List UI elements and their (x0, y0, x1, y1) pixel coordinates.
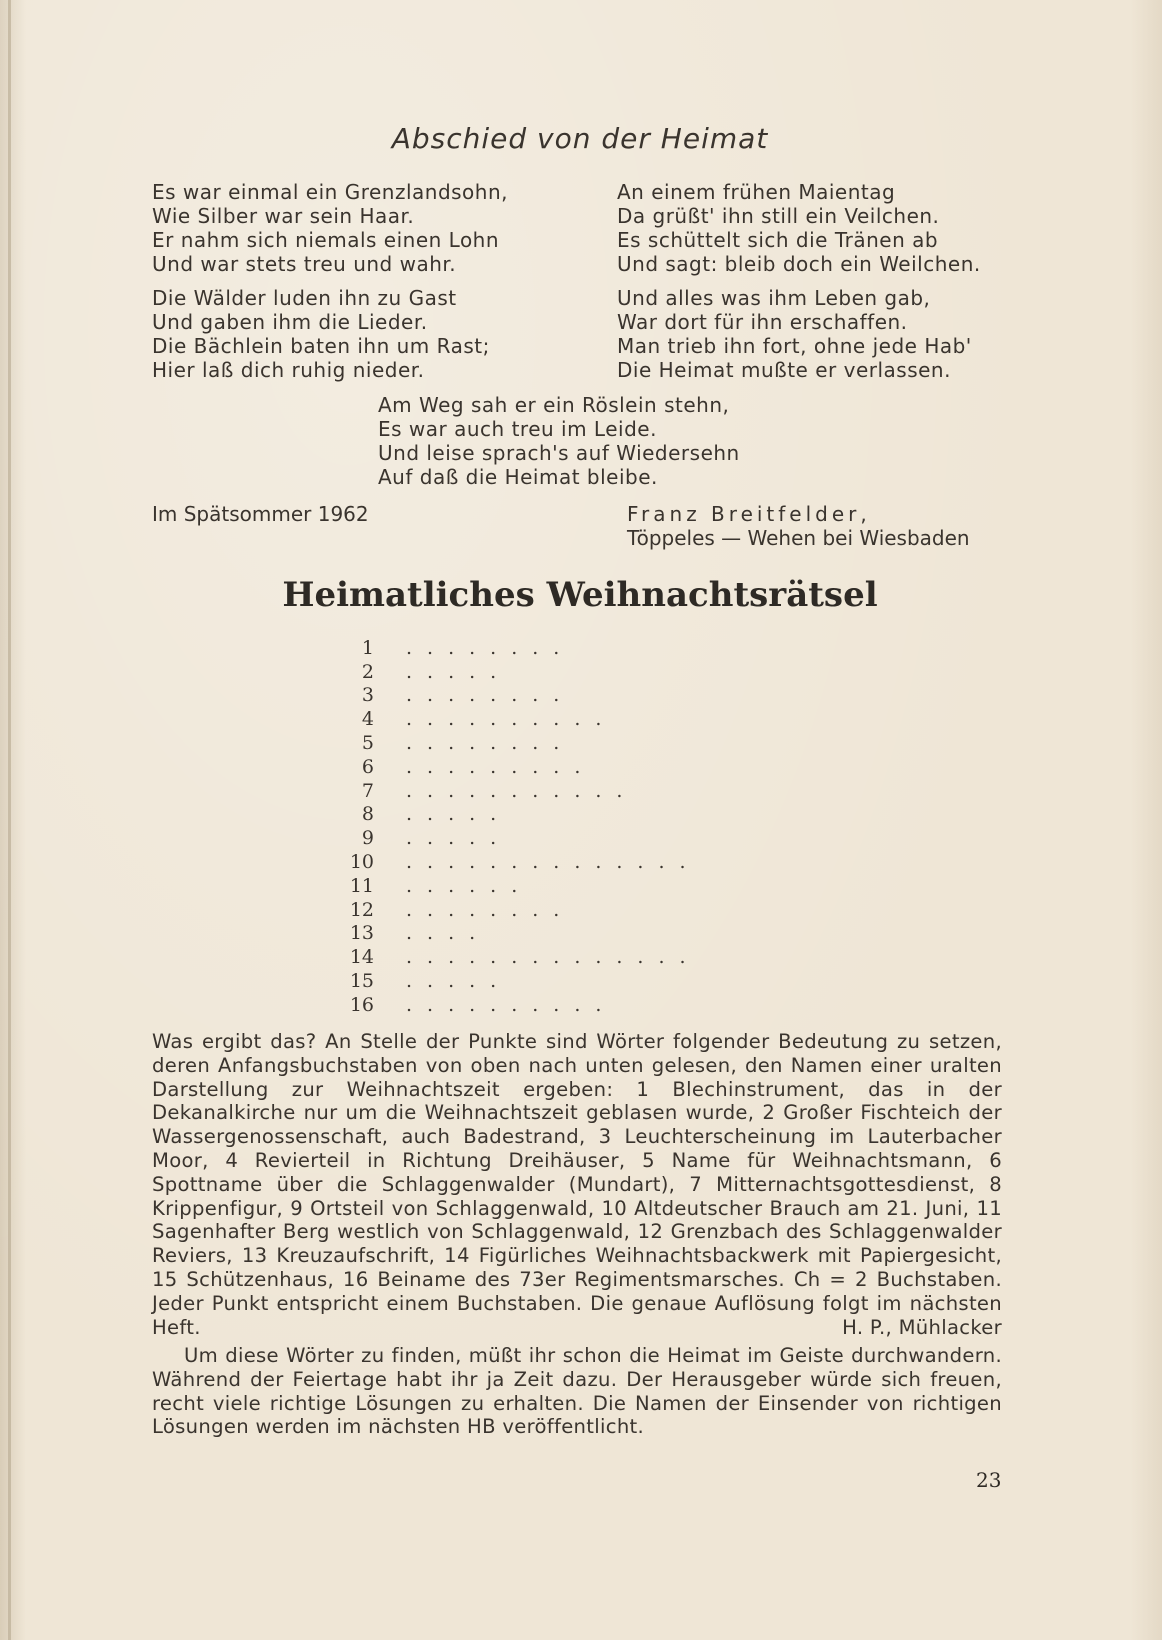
riddle-row-number: 10 (349, 851, 374, 874)
riddle-row-number: 6 (361, 755, 374, 778)
poem-line: War dort für ihn erschaffen. (617, 310, 908, 334)
riddle-row (340, 660, 701, 684)
riddle-row-dots: ...... (406, 874, 533, 897)
riddle-row (340, 636, 701, 660)
poem-stanza (617, 180, 981, 276)
poem-line: Die Wälder luden ihn zu Gast (152, 286, 457, 310)
riddle-instructions-text: Was ergibt das? An Stelle der Punkte sind Wörter folgender Bedeutung zu setzen, deren Anfangsbuchstaben von oben nach unten gelesen, den Namen einer uralten Darstellung zur Weihnachtszeit ergeben: 1 Blechinstrument, das in der Dekanalkirche nur um die Weihnachtszeit geblasen wurde, 2 Großer Fischteich der Wassergenossenschaft, auch Badestrand, 3 Leuchterscheinung im Lauterbacher Moor, 4 Revierteil in Richtung Dreihäuser, 5 Name für Weihnachtsmann, 6 Spottname über die Schlaggenwalder (Mundart), 7 Mitternachtsgottesdienst, 8 Krippenfigur, 9 Ortsteil von Schlaggenwald, 10 Altdeutscher Brauch am 21. Juni, 11 Sagenhafter Berg westlich von Schlaggenwald, 12 Grenzbach des Schlaggenwalder Reviers, 13 Kreuzaufschrift, 14 Figürliches Weihnachtsbackwerk mit Papiergesicht, 15 Schützenhaus, 16 Beiname des 73er Regimentsmarsches. Ch = 2 Buchstaben. Jeder Punkt entspricht einem Buchstaben. Die genaue Auflösung folgt im nächsten Heft. (152, 1030, 1002, 1339)
poem-line: Er nahm sich niemals einen Lohn (152, 228, 500, 252)
riddle-row (340, 707, 701, 731)
poem-title: Abschied von der Heimat (391, 122, 769, 155)
riddle-row-dots: .............. (406, 851, 701, 874)
poem-location: Töppeles — Wehen bei Wiesbaden (627, 526, 970, 550)
riddle-row-dots: ........... (406, 779, 638, 802)
riddle-row-dots: ........ (406, 636, 575, 659)
riddle-credit: H. P., Mühlacker (842, 1315, 1002, 1339)
riddle-row (340, 945, 701, 969)
poem-line: Wie Silber war sein Haar. (152, 204, 415, 228)
riddle-row-number: 4 (361, 708, 374, 731)
riddle-row-dots: .... (406, 922, 491, 945)
riddle-row (340, 803, 701, 827)
poem-line: Und war stets treu und wahr. (152, 252, 457, 276)
riddle-row-dots: ..... (406, 803, 512, 826)
poem-line: Es schüttelt sich die Tränen ab (617, 228, 939, 252)
riddle-row-dots: ........ (406, 684, 575, 707)
poem-line: Am Weg sah er ein Röslein stehn, (378, 393, 730, 417)
riddle-row-number: 14 (349, 946, 374, 969)
poem-line: Und leise sprach's auf Wiedersehn (378, 441, 740, 465)
riddle-row-dots: ..... (406, 660, 512, 683)
riddle-row (340, 922, 701, 946)
binding-edge (8, 0, 11, 1640)
poem-line: Und gaben ihm die Lieder. (152, 310, 428, 334)
riddle-row-number: 5 (361, 732, 374, 755)
riddle-row-number: 9 (361, 827, 374, 850)
poem-right-column (617, 180, 981, 392)
page-number: 23 (976, 1468, 1002, 1492)
poem-line: Es war einmal ein Grenzlandsohn, (152, 180, 508, 204)
poem-line: Und alles was ihm Leben gab, (617, 286, 931, 310)
riddle-closing-paragraph: Um diese Wörter zu finden, müßt ihr schon die Heimat im Geiste durchwandern. Während der Feiertage habt ihr ja Zeit dazu. Der Herausgeber würde sich freuen, recht viele richtige Lösungen zu erhalten. Die Namen der Einsender von richtigen Lösungen werden im nächsten HB veröffentlicht. (152, 1344, 1002, 1439)
riddle-row (340, 993, 701, 1017)
riddle-row-number: 2 (361, 660, 374, 683)
riddle-row-dots: ..... (406, 827, 512, 850)
riddle-row (340, 969, 701, 993)
poem-line: Man trieb ihn fort, ohne jede Hab' (617, 334, 972, 358)
riddle-row-number: 7 (361, 779, 374, 802)
riddle-instructions (152, 1030, 1002, 1339)
riddle-row-dots: .......... (406, 708, 617, 731)
poem-date: Im Spätsommer 1962 (152, 502, 369, 526)
riddle-row (340, 755, 701, 779)
riddle-row (340, 684, 701, 708)
riddle-row (340, 850, 701, 874)
poem-line: An einem frühen Maientag (617, 180, 896, 204)
riddle-row-number: 8 (361, 803, 374, 826)
riddle-row-dots: .............. (406, 946, 701, 969)
poem-line: Da grüßt' ihn still ein Veilchen. (617, 204, 940, 228)
riddle-row-number: 15 (349, 970, 374, 993)
riddle-title: Heimatliches Weihnachtsrätsel (282, 575, 878, 615)
riddle-row-number: 13 (349, 922, 374, 945)
poem-stanza (152, 180, 508, 276)
riddle-row-number: 11 (349, 874, 374, 897)
poem-line: Es war auch treu im Leide. (378, 417, 657, 441)
riddle-row (340, 898, 701, 922)
riddle-row (340, 826, 701, 850)
poem-left-column (152, 180, 508, 392)
riddle-row-dots: .......... (406, 993, 617, 1016)
poem-stanza (617, 286, 981, 382)
riddle-row-dots: ........ (406, 732, 575, 755)
poem-line: Die Bächlein baten ihn um Rast; (152, 334, 490, 358)
riddle-row-number: 3 (361, 684, 374, 707)
riddle-row-dots: ..... (406, 970, 512, 993)
riddle-list (340, 636, 701, 1017)
poem-line: Hier laß dich ruhig nieder. (152, 358, 425, 382)
poem-author: Franz Breitfelder, (627, 502, 871, 526)
riddle-row (340, 874, 701, 898)
riddle-row (340, 731, 701, 755)
poem-stanza (152, 286, 508, 382)
riddle-row (340, 779, 701, 803)
poem-signature (627, 502, 970, 550)
riddle-row-dots: ......... (406, 755, 596, 778)
riddle-row-number: 1 (361, 636, 374, 659)
riddle-row-dots: ........ (406, 898, 575, 921)
poem-line: Auf daß die Heimat bleibe. (378, 465, 658, 489)
poem-line: Die Heimat mußte er verlassen. (617, 358, 951, 382)
riddle-row-number: 12 (349, 898, 374, 921)
riddle-row-number: 16 (349, 993, 374, 1016)
poem-final-stanza (378, 393, 740, 489)
poem-line: Und sagt: bleib doch ein Weilchen. (617, 252, 981, 276)
